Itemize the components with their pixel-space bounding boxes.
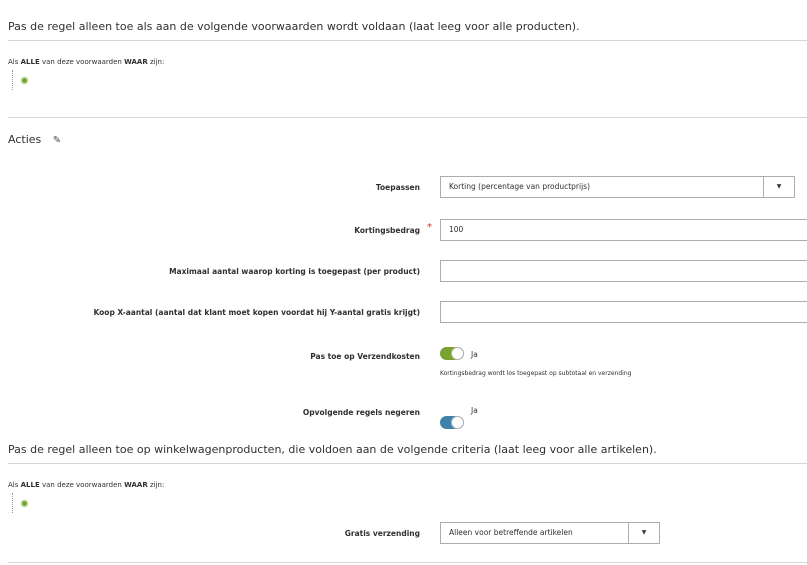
cond-middle: van deze voorwaarden <box>41 481 122 489</box>
free-shipping-select[interactable] <box>440 522 660 544</box>
divider <box>8 562 807 563</box>
conditions-combinator <box>8 58 164 66</box>
actions-title <box>8 133 61 146</box>
cond-true-selector[interactable]: WAAR <box>124 58 148 66</box>
conditions-title: Pas de regel alleen toe als aan de volgende voorwaarden wordt voldaan (laat leeg voor alle producten). <box>8 20 580 33</box>
toggle-knob <box>451 347 464 360</box>
add-condition-icon[interactable] <box>22 78 27 83</box>
apply-shipping-label: Pas toe op Verzendkosten <box>310 352 420 361</box>
cond-suffix: zijn: <box>149 58 165 66</box>
actions-title-text: Acties <box>8 133 42 146</box>
cond-all-selector[interactable]: ALLE <box>20 58 40 66</box>
stop-rules-label: Opvolgende regels negeren <box>302 408 420 417</box>
divider <box>8 40 807 41</box>
apply-shipping-toggle[interactable] <box>440 347 464 360</box>
buy-x-input[interactable] <box>440 301 807 323</box>
cond-all-selector[interactable]: ALLE <box>20 481 40 489</box>
free-shipping-select-value: Alleen voor betreffende artikelen <box>449 528 573 537</box>
stop-rules-toggle-text: Ja <box>471 406 478 415</box>
cart-conditions-title: Pas de regel alleen toe op winkelwagenproducten, die voldoen aan de volgende criteria (laat leeg voor alle artikelen). <box>8 443 657 456</box>
chevron-down-icon[interactable]: ▼ <box>628 523 659 543</box>
free-shipping-label: Gratis verzending <box>344 529 420 538</box>
apply-select[interactable] <box>440 176 795 198</box>
tree-line <box>12 493 13 513</box>
apply-shipping-note: Kortingsbedrag wordt los toegepast op subtotaal en verzending <box>440 370 632 377</box>
divider <box>8 117 807 118</box>
add-condition-icon[interactable] <box>22 501 27 506</box>
chevron-down-icon[interactable]: ▼ <box>763 177 794 197</box>
max-qty-label: Maximaal aantal waarop korting is toegepast (per product) <box>169 267 420 276</box>
required-marker: * <box>427 222 432 233</box>
toggle-knob <box>451 416 464 429</box>
cond-suffix: zijn: <box>149 481 165 489</box>
cart-conditions-combinator <box>8 481 164 489</box>
apply-select-value: Korting (percentage van productprijs) <box>449 182 591 191</box>
discount-amount-label: Kortingsbedrag <box>354 226 420 235</box>
apply-label: Toepassen <box>375 183 420 192</box>
tree-line <box>12 70 13 90</box>
cond-prefix: Als <box>8 481 19 489</box>
cond-true-selector[interactable]: WAAR <box>124 481 148 489</box>
cond-prefix: Als <box>8 58 19 66</box>
divider <box>8 463 807 464</box>
buy-x-label: Koop X-aantal (aantal dat klant moet kopen voordat hij Y-aantal gratis krijgt) <box>93 308 420 317</box>
pencil-icon[interactable]: ✎ <box>52 135 62 146</box>
stop-rules-toggle[interactable] <box>440 416 464 429</box>
discount-amount-input[interactable]: 100 <box>440 219 807 241</box>
cond-middle: van deze voorwaarden <box>41 58 122 66</box>
max-qty-input[interactable] <box>440 260 807 282</box>
apply-shipping-toggle-text: Ja <box>471 350 478 359</box>
